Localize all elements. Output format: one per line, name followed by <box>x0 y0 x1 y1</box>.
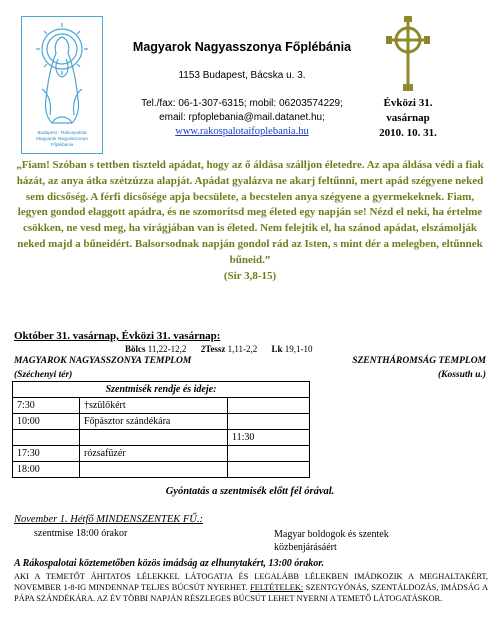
parish-website-link[interactable]: www.rakospalotaifoplebania.hu <box>175 126 309 137</box>
mass-intention: rózsafüzér <box>80 446 228 462</box>
mass-schedule-table <box>12 381 310 478</box>
table-row <box>13 462 310 478</box>
reading1-ref: 11,22-12,2 <box>147 344 187 354</box>
logo-caption-line: Főplébánia <box>50 142 74 147</box>
parish-address: 1153 Budapest, Bácska u. 3. <box>178 70 306 81</box>
quote-reference: (Sir 3,8-15) <box>223 269 277 282</box>
mass-intention <box>80 462 228 478</box>
logo-caption <box>26 130 98 148</box>
november-mass-intention: Magyar boldogok és szentek közbenjárásáért <box>274 529 389 553</box>
indulgence-heading: A Rákospalotai köztemetőben közös imádság az elhunytakért, 13:00 órakor. <box>14 558 325 569</box>
logo-caption-line: Budapest - Rákospalota <box>37 130 87 135</box>
table-row <box>13 398 310 414</box>
conditions-label: FELTÉTELEK: <box>250 583 304 592</box>
readings-line <box>125 344 313 354</box>
mass-time: 18:00 <box>13 462 80 478</box>
liturgical-date <box>374 96 442 141</box>
mass-time: 17:30 <box>13 446 80 462</box>
mass-time-right <box>228 398 310 414</box>
mass-time: 7:30 <box>13 398 80 414</box>
indulgence-text: SZENTGYÓNÁS, SZENTÁLDOZÁS, IMÁDSÁG A PÁPA SZÁNDÉKÁRA. AZ ÉV TÖBBI NAPJÁN RÉSZLEGES BÚCSÚT LEHET NYERNI A TEMETŐ LÁTOGATÁSKOR. <box>14 583 488 603</box>
mass-time-right: 11:30 <box>228 430 310 446</box>
mass-time-right <box>228 462 310 478</box>
mass-time <box>13 430 80 446</box>
mass-intention: Főpásztor szándékára <box>80 414 228 430</box>
mass-time-right <box>228 414 310 430</box>
mass-time-right <box>228 446 310 462</box>
table-row <box>13 414 310 430</box>
confession-note: Gyóntatás a szentmisék előtt fél órával. <box>165 486 335 497</box>
gospel-ref: 19,1-10 <box>284 344 313 354</box>
reading2-book: 2Tessz <box>200 344 226 354</box>
quote-text: „Fiam! Szóban s tettben tiszteld apádat, hogy az ő áldása szálljon életedre. Az apa áldása védi a fiak házát, az anya átka szétzúzza alapját. Apádat gyalázva ne akarj feltűnni, mert apád szégyene neked sem dicsőség. A férfi dicsősége apja becsülete, a becstelen anya szégyene a gyermekeknek. Fiam, legyen gondod elaggott apádra, és ne szomorítsd meg életed egy napján se! Nézd el neki, ha értelme csökken, ne vesd meg, ha virágjában van is életed. Nem felejtik el, ha szánod apádat, elszámolják neked majd a bűneidért. Balsorsodnak napján gondol rád az Isten, s mint dér a melegben, eltűnnek bűneid.” <box>16 159 484 266</box>
program-heading: Október 31. vasárnap, Évközi 31. vasárnap: <box>14 330 221 342</box>
gospel-book: Lk <box>271 344 283 354</box>
mass-intention: †szülőkért <box>80 398 228 414</box>
indulgence-text: AKI A TEMETŐT ÁHITATOS LÉLEKKEL LÁTOGATJA ÉS LEGALÁBB LÉLEKBEN IMÁDKOZIK A MEGHALTAKÉRT, NOVEMBER 1-8-IG MINDENNAP TELJES BÚCSÚT NYERHET. <box>14 572 488 592</box>
indulgence-body <box>14 571 488 604</box>
church-right-name: SZENTHÁROMSÁG TEMPLOM <box>352 356 486 366</box>
parish-logo <box>21 16 103 154</box>
schedule-header: Szentmisék rendje és ideje: <box>13 382 310 398</box>
parish-email: email: rpfoplebania@mail.datanet.hu; <box>159 112 325 123</box>
table-row <box>13 446 310 462</box>
table-row <box>13 430 310 446</box>
church-left-location: (Széchenyi tér) <box>14 370 73 380</box>
church-right-location: (Kossuth u.) <box>437 370 486 380</box>
church-left-name: MAGYAROK NAGYASSZONYA TEMPLOM <box>14 356 192 366</box>
mass-time: 10:00 <box>13 414 80 430</box>
mass-intention <box>80 430 228 446</box>
table-header-row <box>13 382 310 398</box>
parish-phone: Tel./fax: 06-1-307-6315; mobil: 06203574229; <box>141 98 343 109</box>
celtic-cross-icon <box>383 14 433 92</box>
scripture-quote <box>16 158 484 284</box>
date-line: vasárnap <box>386 112 430 124</box>
logo-caption-line: Magyarok Nagyasszonya <box>36 136 88 141</box>
date-line: 2010. 10. 31. <box>379 127 437 139</box>
reading1-book: Bölcs <box>125 344 146 354</box>
madonna-icon <box>22 19 102 131</box>
parish-name: Magyarok Nagyasszonya Főplébánia <box>132 40 352 54</box>
november-heading: November 1. Hétfő MINDENSZENTEK FŰ.: <box>14 514 203 525</box>
date-line: Évközi 31. <box>383 97 433 109</box>
november-mass-time: szentmise 18:00 órakor <box>34 528 128 539</box>
reading2-ref: 1,11-2,2 <box>227 344 258 354</box>
